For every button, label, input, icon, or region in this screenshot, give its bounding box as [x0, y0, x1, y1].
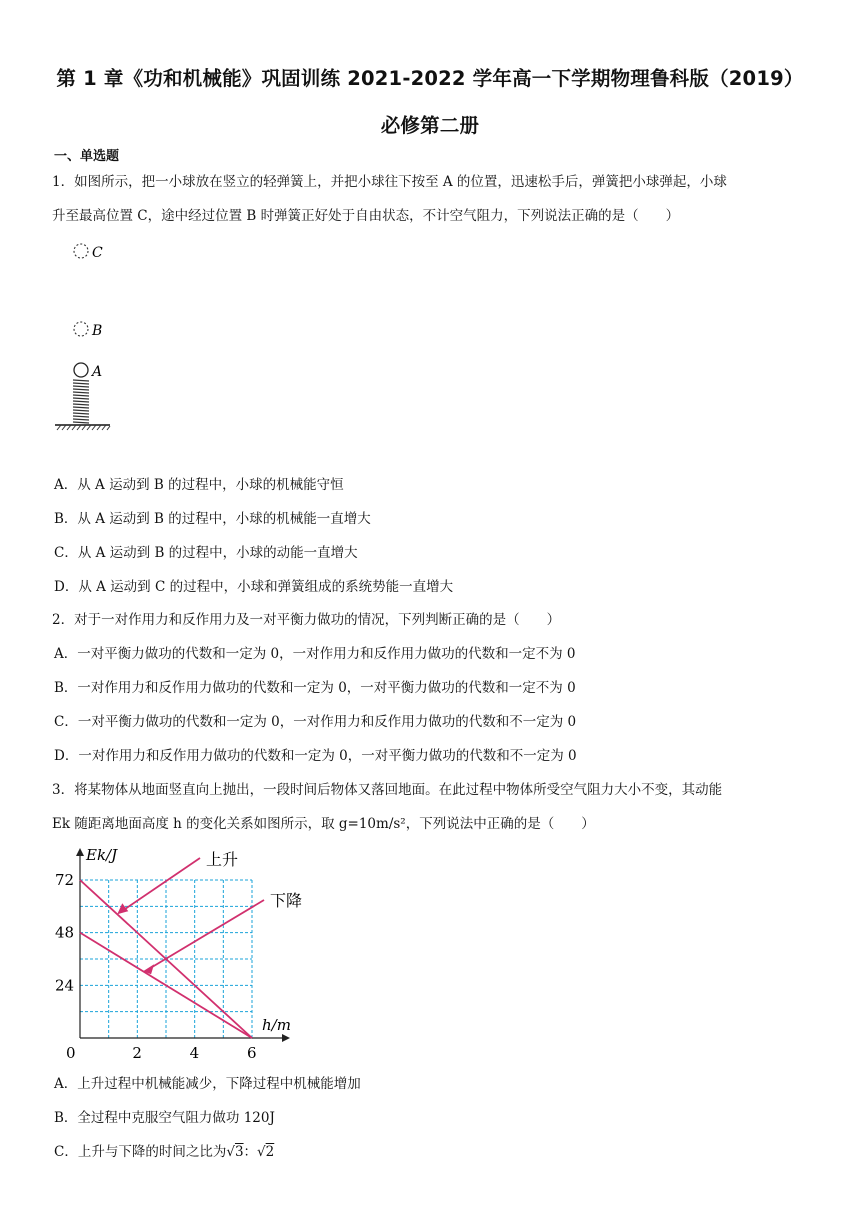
y-axis-label: Ek/J	[86, 846, 118, 864]
q3-option-b: B．全过程中克服空气阻力做功 120J	[54, 1110, 275, 1126]
q3-option-c	[54, 1142, 274, 1162]
q2-option-b: B．一对作用力和反作用力做功的代数和一定为 0，一对平衡力做功的代数和一定不为 0	[54, 680, 576, 696]
annotation-arrow-up	[123, 858, 200, 910]
x-axis-label: h/m	[262, 1016, 291, 1034]
x-axis-arrow	[282, 1034, 290, 1042]
ball-position-a	[74, 363, 88, 377]
page-title-line2: 必修第二册	[380, 114, 480, 137]
q2-stem: 2．对于一对作用力和反作用力及一对平衡力做功的情况，下列判断正确的是（ ）	[52, 612, 561, 628]
annotation-arrow-down	[150, 900, 264, 968]
sqrt-sign: √	[226, 1144, 235, 1160]
q1-option-d: D．从 A 运动到 C 的过程中，小球和弹簧组成的系统势能一直增大	[54, 579, 454, 595]
label-c: C	[92, 245, 103, 261]
label-b: B	[92, 323, 103, 339]
ratio-separator: ：	[243, 1144, 258, 1160]
q1-option-b: B．从 A 运动到 B 的过程中，小球的机械能一直增大	[54, 511, 371, 527]
q2-option-c: C．一对平衡力做功的代数和一定为 0，一对作用力和反作用力做功的代数和不一定为 0	[54, 714, 577, 730]
ball-position-c	[74, 244, 88, 258]
y-axis-arrow	[76, 848, 84, 856]
y-tick-label: 48	[55, 923, 75, 942]
page-title-line1: 第 1 章《功和机械能》巩固训练 2021-2022 学年高一下学期物理鲁科版（2019）	[56, 67, 804, 90]
q3-option-c-text: C．上升与下降的时间之比为	[54, 1144, 227, 1160]
sqrt-sign: √	[257, 1144, 266, 1160]
annotation-label-up: 上升	[206, 850, 239, 869]
q3-stem-line1: 3．将某物体从地面竖直向上抛出，一段时间后物体又落回地面。在此过程中物体所受空气阻力大小不变，其动能	[52, 782, 723, 798]
section-heading: 一、单选题	[54, 149, 120, 164]
annotation-label-down: 下降	[270, 891, 303, 910]
q3-stem-line2: Ek 随距离地面高度 h 的变化关系如图所示，取 g=10m/s²，下列说法中正确的是（ ）	[52, 816, 595, 832]
q1-stem-line2: 升至最高位置 C，途中经过位置 B 时弹簧正好处于自由状态，不计空气阻力，下列说法正确的是（ ）	[52, 208, 680, 224]
y-tick-label: 72	[55, 871, 75, 889]
q1-option-c: C．从 A 运动到 B 的过程中，小球的动能一直增大	[54, 545, 358, 561]
x-tick-label: 2	[132, 1044, 142, 1062]
q1-option-a: A．从 A 运动到 B 的过程中，小球的机械能守恒	[54, 477, 344, 493]
spring-ball-figure	[52, 235, 132, 435]
q1-stem-line1: 1．如图所示，把一小球放在竖立的轻弹簧上，并把小球往下按至 A 的位置，迅速松手后，弹簧把小球弹起，小球	[52, 174, 727, 190]
sqrt-3: 3	[234, 1144, 244, 1160]
y-tick-label: 24	[55, 976, 75, 995]
label-a: A	[92, 364, 103, 380]
sqrt-2: 2	[265, 1144, 275, 1160]
x-tick-label: 0	[66, 1044, 76, 1062]
ek-height-chart	[50, 838, 320, 1063]
q3-option-a: A．上升过程中机械能减少，下降过程中机械能增加	[54, 1076, 361, 1092]
x-tick-label: 6	[247, 1044, 257, 1062]
ball-position-b	[74, 322, 88, 336]
q2-option-a: A．一对平衡力做功的代数和一定为 0，一对作用力和反作用力做功的代数和一定不为 0	[54, 646, 576, 662]
ground	[55, 425, 110, 430]
x-tick-label: 4	[189, 1044, 200, 1062]
spring	[73, 380, 89, 423]
q2-option-d: D．一对作用力和反作用力做功的代数和一定为 0，一对平衡力做功的代数和不一定为 0	[54, 748, 577, 764]
